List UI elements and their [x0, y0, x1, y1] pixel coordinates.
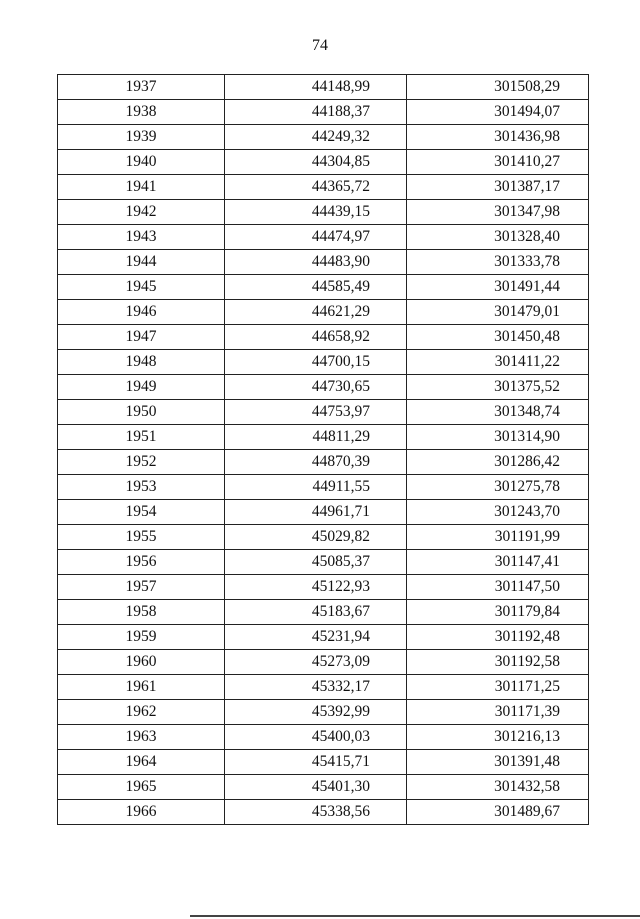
y-coordinate-cell: 301171,25 — [407, 675, 589, 700]
y-coordinate-cell: 301348,74 — [407, 400, 589, 425]
x-coordinate-cell: 44658,92 — [225, 325, 407, 350]
x-coordinate-cell: 45401,30 — [225, 775, 407, 800]
table-row — [58, 325, 589, 350]
table-row — [58, 800, 589, 825]
x-coordinate-cell: 45029,82 — [225, 525, 407, 550]
table-row — [58, 425, 589, 450]
table-row — [58, 175, 589, 200]
x-coordinate-cell: 45085,37 — [225, 550, 407, 575]
table-row — [58, 750, 589, 775]
y-coordinate-cell: 301347,98 — [407, 200, 589, 225]
y-coordinate-cell: 301286,42 — [407, 450, 589, 475]
x-coordinate-cell: 44700,15 — [225, 350, 407, 375]
point-number-cell: 1964 — [58, 750, 225, 775]
x-coordinate-cell: 44249,32 — [225, 125, 407, 150]
table-row — [58, 100, 589, 125]
coordinates-table — [57, 74, 589, 825]
y-coordinate-cell: 301147,41 — [407, 550, 589, 575]
point-number-cell: 1956 — [58, 550, 225, 575]
point-number-cell: 1940 — [58, 150, 225, 175]
table-row — [58, 725, 589, 750]
point-number-cell: 1959 — [58, 625, 225, 650]
y-coordinate-cell: 301491,44 — [407, 275, 589, 300]
y-coordinate-cell: 301191,99 — [407, 525, 589, 550]
point-number-cell: 1942 — [58, 200, 225, 225]
y-coordinate-cell: 301391,48 — [407, 750, 589, 775]
table-row — [58, 675, 589, 700]
x-coordinate-cell: 45332,17 — [225, 675, 407, 700]
point-number-cell: 1948 — [58, 350, 225, 375]
point-number-cell: 1951 — [58, 425, 225, 450]
x-coordinate-cell: 44439,15 — [225, 200, 407, 225]
y-coordinate-cell: 301216,13 — [407, 725, 589, 750]
table-row — [58, 400, 589, 425]
y-coordinate-cell: 301171,39 — [407, 700, 589, 725]
y-coordinate-cell: 301479,01 — [407, 300, 589, 325]
page-number: 74 — [312, 37, 328, 54]
y-coordinate-cell: 301410,27 — [407, 150, 589, 175]
table-row — [58, 75, 589, 100]
point-number-cell: 1965 — [58, 775, 225, 800]
point-number-cell: 1937 — [58, 75, 225, 100]
table-row — [58, 625, 589, 650]
x-coordinate-cell: 45122,93 — [225, 575, 407, 600]
x-coordinate-cell: 44753,97 — [225, 400, 407, 425]
point-number-cell: 1953 — [58, 475, 225, 500]
table-row — [58, 350, 589, 375]
x-coordinate-cell: 45231,94 — [225, 625, 407, 650]
y-coordinate-cell: 301314,90 — [407, 425, 589, 450]
y-coordinate-cell: 301432,58 — [407, 775, 589, 800]
y-coordinate-cell: 301275,78 — [407, 475, 589, 500]
x-coordinate-cell: 45338,56 — [225, 800, 407, 825]
point-number-cell: 1943 — [58, 225, 225, 250]
point-number-cell: 1938 — [58, 100, 225, 125]
table-row — [58, 375, 589, 400]
x-coordinate-cell: 45392,99 — [225, 700, 407, 725]
x-coordinate-cell: 44188,37 — [225, 100, 407, 125]
coordinates-table-body — [58, 75, 589, 825]
table-row — [58, 450, 589, 475]
table-row — [58, 550, 589, 575]
x-coordinate-cell: 45183,67 — [225, 600, 407, 625]
point-number-cell: 1962 — [58, 700, 225, 725]
x-coordinate-cell: 44304,85 — [225, 150, 407, 175]
x-coordinate-cell: 44961,71 — [225, 500, 407, 525]
x-coordinate-cell: 44911,55 — [225, 475, 407, 500]
x-coordinate-cell: 44365,72 — [225, 175, 407, 200]
y-coordinate-cell: 301328,40 — [407, 225, 589, 250]
point-number-cell: 1954 — [58, 500, 225, 525]
point-number-cell: 1952 — [58, 450, 225, 475]
point-number-cell: 1963 — [58, 725, 225, 750]
point-number-cell: 1960 — [58, 650, 225, 675]
point-number-cell: 1966 — [58, 800, 225, 825]
y-coordinate-cell: 301375,52 — [407, 375, 589, 400]
y-coordinate-cell: 301450,48 — [407, 325, 589, 350]
point-number-cell: 1939 — [58, 125, 225, 150]
x-coordinate-cell: 44474,97 — [225, 225, 407, 250]
table-row — [58, 125, 589, 150]
table-row — [58, 575, 589, 600]
point-number-cell: 1961 — [58, 675, 225, 700]
table-row — [58, 200, 589, 225]
table-row — [58, 275, 589, 300]
table-row — [58, 700, 589, 725]
y-coordinate-cell: 301387,17 — [407, 175, 589, 200]
table-row — [58, 300, 589, 325]
bottom-rule — [190, 915, 640, 917]
table-row — [58, 775, 589, 800]
x-coordinate-cell: 45400,03 — [225, 725, 407, 750]
x-coordinate-cell: 44148,99 — [225, 75, 407, 100]
point-number-cell: 1957 — [58, 575, 225, 600]
x-coordinate-cell: 45415,71 — [225, 750, 407, 775]
table-row — [58, 500, 589, 525]
x-coordinate-cell: 44730,65 — [225, 375, 407, 400]
y-coordinate-cell: 301508,29 — [407, 75, 589, 100]
y-coordinate-cell: 301411,22 — [407, 350, 589, 375]
point-number-cell: 1950 — [58, 400, 225, 425]
y-coordinate-cell: 301192,48 — [407, 625, 589, 650]
point-number-cell: 1955 — [58, 525, 225, 550]
point-number-cell: 1958 — [58, 600, 225, 625]
table-row — [58, 525, 589, 550]
point-number-cell: 1945 — [58, 275, 225, 300]
y-coordinate-cell: 301494,07 — [407, 100, 589, 125]
point-number-cell: 1946 — [58, 300, 225, 325]
point-number-cell: 1947 — [58, 325, 225, 350]
point-number-cell: 1949 — [58, 375, 225, 400]
table-row — [58, 225, 589, 250]
x-coordinate-cell: 45273,09 — [225, 650, 407, 675]
y-coordinate-cell: 301192,58 — [407, 650, 589, 675]
y-coordinate-cell: 301243,70 — [407, 500, 589, 525]
y-coordinate-cell: 301436,98 — [407, 125, 589, 150]
point-number-cell: 1944 — [58, 250, 225, 275]
table-row — [58, 150, 589, 175]
table-row — [58, 650, 589, 675]
y-coordinate-cell: 301333,78 — [407, 250, 589, 275]
x-coordinate-cell: 44483,90 — [225, 250, 407, 275]
y-coordinate-cell: 301489,67 — [407, 800, 589, 825]
x-coordinate-cell: 44585,49 — [225, 275, 407, 300]
table-row — [58, 250, 589, 275]
table-row — [58, 475, 589, 500]
x-coordinate-cell: 44870,39 — [225, 450, 407, 475]
y-coordinate-cell: 301147,50 — [407, 575, 589, 600]
point-number-cell: 1941 — [58, 175, 225, 200]
table-row — [58, 600, 589, 625]
x-coordinate-cell: 44621,29 — [225, 300, 407, 325]
x-coordinate-cell: 44811,29 — [225, 425, 407, 450]
y-coordinate-cell: 301179,84 — [407, 600, 589, 625]
